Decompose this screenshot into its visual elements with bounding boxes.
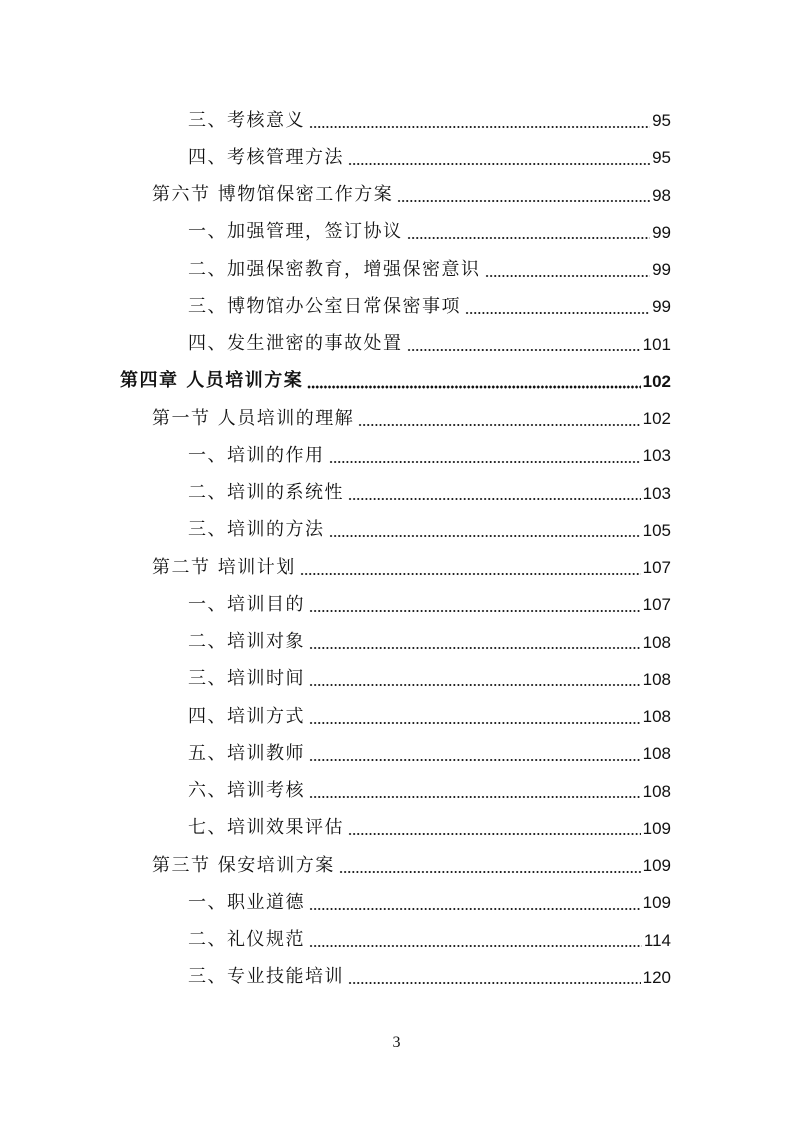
toc-entry-title: 一、职业道德	[188, 891, 305, 913]
toc-entry-page: 102	[642, 371, 671, 391]
toc-entry-title: 三、培训的方法	[188, 519, 325, 541]
toc-entry-title: 第三节 保安培训方案	[152, 854, 335, 876]
toc-item[interactable]	[0, 214, 793, 251]
dot-leader	[485, 261, 651, 279]
dot-leader	[339, 857, 641, 875]
dot-leader	[348, 484, 641, 502]
dot-leader	[307, 372, 640, 390]
toc-entry-page: 120	[642, 967, 671, 987]
dot-leader	[407, 223, 651, 241]
dot-leader	[309, 708, 641, 726]
toc-entry-title: 四、发生泄密的事故处置	[188, 333, 403, 355]
dot-leader	[309, 931, 642, 949]
toc-item[interactable]	[0, 102, 793, 139]
toc-entry-page: 108	[642, 744, 671, 764]
dot-leader	[309, 670, 641, 688]
toc-entry-title: 六、培训考核	[188, 780, 305, 802]
toc-entry-page: 98	[652, 185, 671, 205]
toc-entry-page: 109	[642, 856, 671, 876]
toc-entry-page: 102	[642, 409, 671, 429]
toc-item[interactable]	[0, 326, 793, 363]
page-number: 3	[392, 1034, 401, 1051]
dot-leader	[309, 745, 641, 763]
toc-entry-page: 109	[642, 893, 671, 913]
dot-leader	[309, 782, 641, 800]
dot-leader	[407, 335, 641, 353]
toc-item[interactable]	[0, 512, 793, 549]
toc-item[interactable]	[0, 251, 793, 288]
toc-entry-page: 103	[642, 446, 671, 466]
toc-entry-title: 五、培训教师	[188, 742, 305, 764]
toc-item[interactable]	[0, 288, 793, 325]
toc-entry-page: 105	[642, 520, 671, 540]
dot-leader	[309, 633, 641, 651]
toc-item[interactable]	[0, 735, 793, 772]
toc-entry-title: 一、加强管理，签订协议	[188, 221, 403, 243]
toc-entry-title: 二、培训的系统性	[188, 482, 344, 504]
toc-item[interactable]	[0, 884, 793, 921]
toc-chapter[interactable]	[0, 363, 793, 400]
dot-leader	[348, 819, 641, 837]
toc-entry-page: 108	[642, 781, 671, 801]
toc-item[interactable]	[0, 661, 793, 698]
toc-section[interactable]	[0, 847, 793, 884]
toc-item[interactable]	[0, 773, 793, 810]
toc-entry-page: 95	[652, 148, 671, 168]
toc-entry-title: 二、加强保密教育，增强保密意识	[188, 258, 481, 280]
toc-entry-title: 第一节 人员培训的理解	[152, 407, 355, 429]
toc-entry-page: 99	[652, 222, 671, 242]
toc-entry-title: 四、考核管理方法	[188, 146, 344, 168]
toc-item[interactable]	[0, 959, 793, 996]
dot-leader	[309, 112, 650, 130]
toc-item[interactable]	[0, 475, 793, 512]
toc-item[interactable]	[0, 922, 793, 959]
toc-entry-page: 99	[652, 297, 671, 317]
dot-leader	[465, 298, 650, 316]
toc-entry-page: 108	[642, 669, 671, 689]
dot-leader	[329, 447, 641, 465]
toc-entry-page: 107	[642, 558, 671, 578]
toc-entry-page: 95	[652, 111, 671, 131]
toc-item[interactable]	[0, 698, 793, 735]
toc-section[interactable]	[0, 177, 793, 214]
toc-entry-title: 七、培训效果评估	[188, 817, 344, 839]
toc-item[interactable]	[0, 624, 793, 661]
toc-item[interactable]	[0, 810, 793, 847]
toc-entry-title: 四、培训方式	[188, 705, 305, 727]
dot-leader	[329, 521, 641, 539]
dot-leader	[300, 559, 641, 577]
toc-item[interactable]	[0, 437, 793, 474]
dot-leader	[397, 186, 650, 204]
toc-entry-page: 108	[642, 707, 671, 727]
toc-entry-page: 99	[652, 260, 671, 280]
toc-entry-title: 一、培训目的	[188, 593, 305, 615]
toc-section[interactable]	[0, 400, 793, 437]
toc-entry-page: 103	[642, 483, 671, 503]
toc-entry-page: 108	[642, 632, 671, 652]
toc-entry-title: 三、博物馆办公室日常保密事项	[188, 295, 461, 317]
dot-leader	[309, 596, 641, 614]
toc-entry-title: 一、培训的作用	[188, 444, 325, 466]
toc-item[interactable]	[0, 139, 793, 176]
dot-leader	[358, 410, 640, 428]
toc-entry-title: 第四章 人员培训方案	[120, 370, 304, 392]
toc-entry-page: 114	[643, 930, 671, 950]
toc-item[interactable]	[0, 586, 793, 623]
toc-entry-page: 107	[642, 595, 671, 615]
toc-entry-title: 二、培训对象	[188, 631, 305, 653]
toc-entry-title: 第二节 培训计划	[152, 556, 296, 578]
toc-entry-page: 109	[642, 818, 671, 838]
dot-leader	[309, 894, 641, 912]
toc-entry-page: 101	[642, 334, 671, 354]
toc-section[interactable]	[0, 549, 793, 586]
toc-entry-title: 三、考核意义	[188, 109, 305, 131]
toc-entry-title: 三、培训时间	[188, 668, 305, 690]
dot-leader	[348, 149, 650, 167]
toc-entry-title: 三、专业技能培训	[188, 966, 344, 988]
toc-entry-title: 第六节 博物馆保密工作方案	[152, 184, 394, 206]
toc-entry-title: 二、礼仪规范	[188, 929, 305, 951]
table-of-contents	[0, 102, 793, 996]
dot-leader	[348, 968, 641, 986]
